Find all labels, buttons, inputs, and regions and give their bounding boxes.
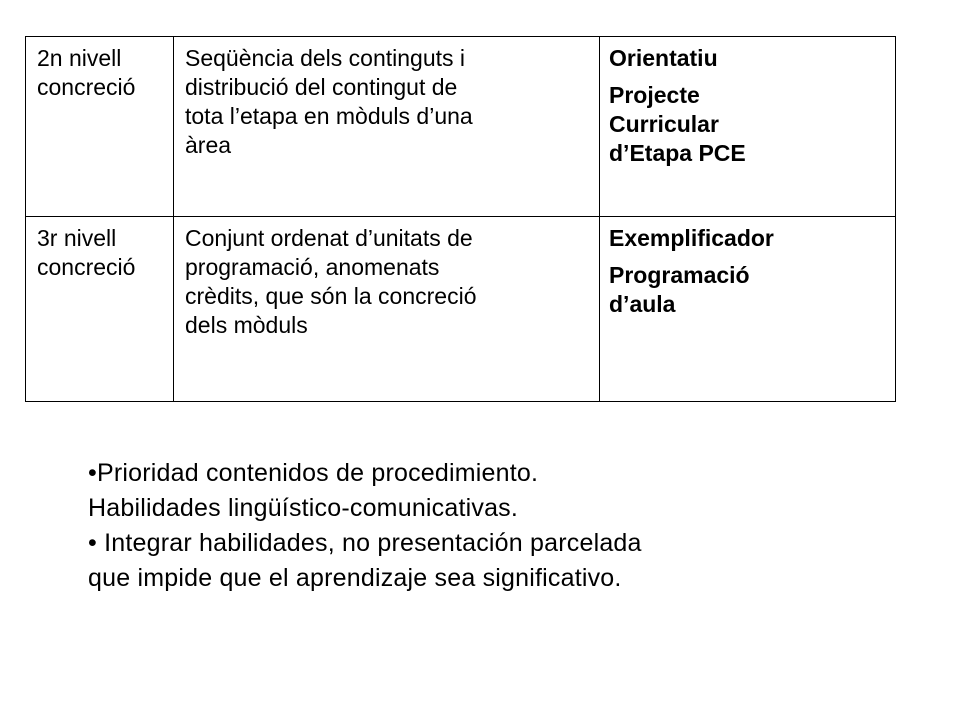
type-cell bbox=[600, 217, 896, 402]
description-text: àrea bbox=[185, 132, 232, 158]
note-line: • Integrar habilidades, no presentación parcelada bbox=[88, 529, 642, 557]
description-cell bbox=[174, 37, 600, 217]
type-cell bbox=[600, 37, 896, 217]
document-name: Projecte bbox=[609, 82, 700, 108]
description-text: Seqüència dels continguts i bbox=[185, 45, 466, 71]
note-line: •Prioridad contenidos de procedimiento. bbox=[88, 459, 539, 487]
concretion-levels-table bbox=[25, 36, 896, 402]
type-label: Orientatiu bbox=[609, 45, 718, 71]
note-line: que impide que el aprendizaje sea significativo. bbox=[88, 564, 622, 592]
description-text: Conjunt ordenat d’unitats de bbox=[185, 225, 473, 251]
type-label: Exemplificador bbox=[609, 225, 774, 251]
description-text: distribució del contingut de bbox=[185, 74, 458, 100]
level-cell bbox=[26, 217, 174, 402]
document-name: Curricular bbox=[609, 111, 719, 137]
notes-text-block bbox=[88, 456, 908, 596]
level-text: concreció bbox=[37, 74, 136, 100]
table-row bbox=[26, 37, 896, 217]
description-text: crèdits, que són la concreció bbox=[185, 283, 477, 309]
description-cell bbox=[174, 217, 600, 402]
note-line: Habilidades lingüístico-comunicativas. bbox=[88, 494, 519, 522]
table-row bbox=[26, 217, 896, 402]
level-text: 2n nivell bbox=[37, 45, 122, 71]
document-name: d’Etapa PCE bbox=[609, 140, 746, 166]
level-cell bbox=[26, 37, 174, 217]
level-text: concreció bbox=[37, 254, 136, 280]
description-text: dels mòduls bbox=[185, 312, 308, 338]
level-text: 3r nivell bbox=[37, 225, 117, 251]
document-name: d’aula bbox=[609, 291, 676, 317]
description-text: tota l’etapa en mòduls d’una bbox=[185, 103, 473, 129]
description-text: programació, anomenats bbox=[185, 254, 440, 280]
document-name: Programació bbox=[609, 262, 750, 288]
